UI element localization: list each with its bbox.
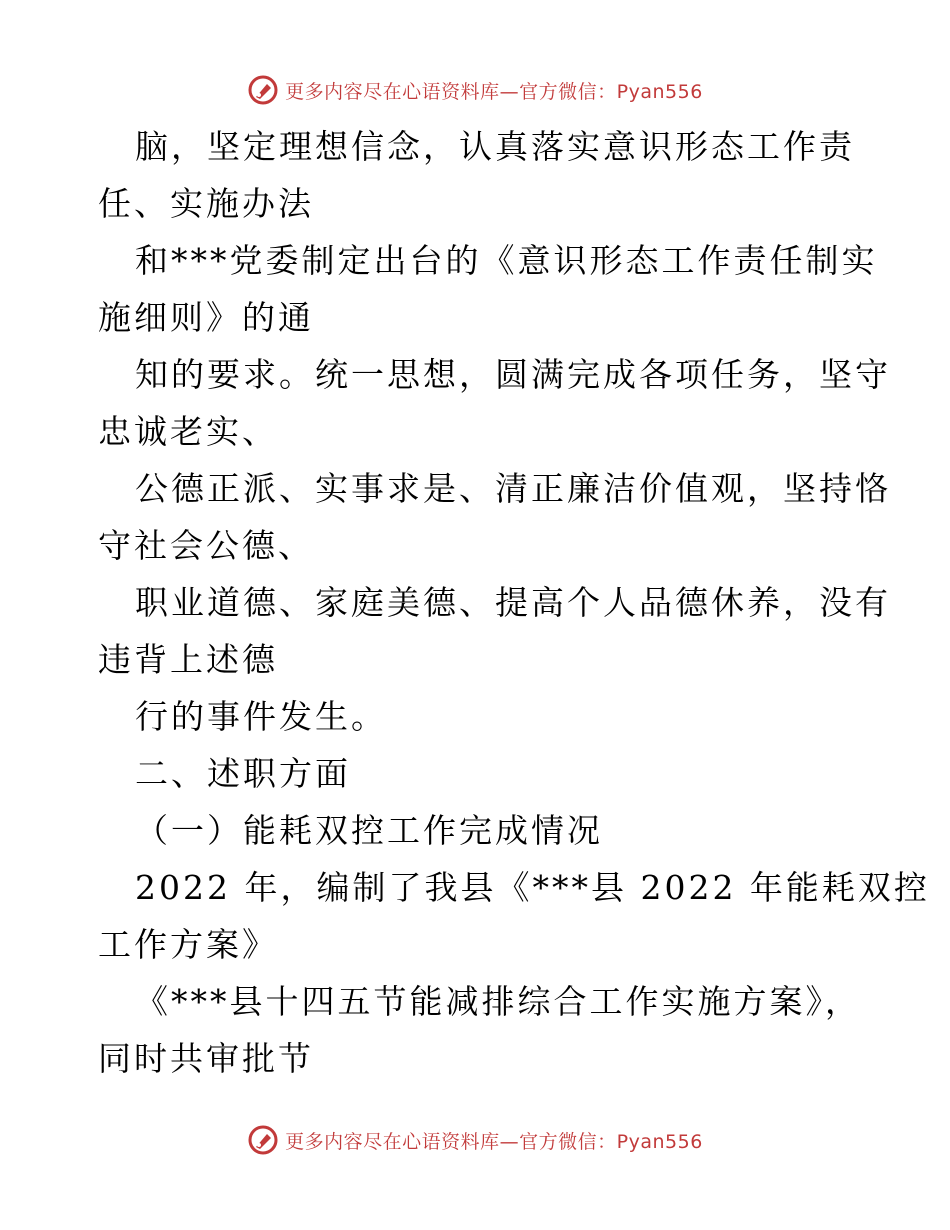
text-line: 守社会公德、 — [98, 526, 314, 565]
text-line: 忠诚老实、 — [98, 412, 278, 451]
text-line: 施细则》的通 — [98, 298, 314, 337]
text-line: 任、实施办法 — [98, 184, 314, 223]
text-line: 违背上述德 — [98, 640, 278, 679]
document-body — [98, 118, 930, 1087]
text-line: 《***县十四五节能减排综合工作实施方案》， — [135, 982, 861, 1021]
text-line: 知的要求。统一思想，圆满完成各项任务，坚守 — [135, 355, 891, 394]
pen-nib-logo-icon — [247, 74, 279, 106]
text-line: 2022 年，编制了我县《***县 2022 年能耗双控 — [135, 868, 930, 907]
text-line: 职业道德、家庭美德、提高个人品德休养，没有 — [135, 583, 891, 622]
watermark-text: 更多内容尽在心语资料库—官方微信：Pyan556 — [285, 1130, 703, 1153]
text-line: （一）能耗双控工作完成情况 — [135, 811, 603, 850]
watermark-text: 更多内容尽在心语资料库—官方微信：Pyan556 — [285, 80, 703, 103]
text-line: 公德正派、实事求是、清正廉洁价值观，坚持恪 — [135, 469, 891, 508]
text-line: 行的事件发生。 — [135, 697, 387, 736]
pen-nib-logo-icon — [247, 1124, 279, 1156]
text-line: 同时共审批节 — [98, 1039, 314, 1078]
text-line: 和***党委制定出台的《意识形态工作责任制实 — [135, 241, 878, 280]
text-line: 脑，坚定理想信念，认真落实意识形态工作责 — [135, 127, 855, 166]
text-line: 工作方案》 — [98, 925, 278, 964]
header-watermark — [0, 70, 950, 110]
text-line: 二、述职方面 — [135, 754, 351, 793]
footer-watermark — [0, 1120, 950, 1160]
